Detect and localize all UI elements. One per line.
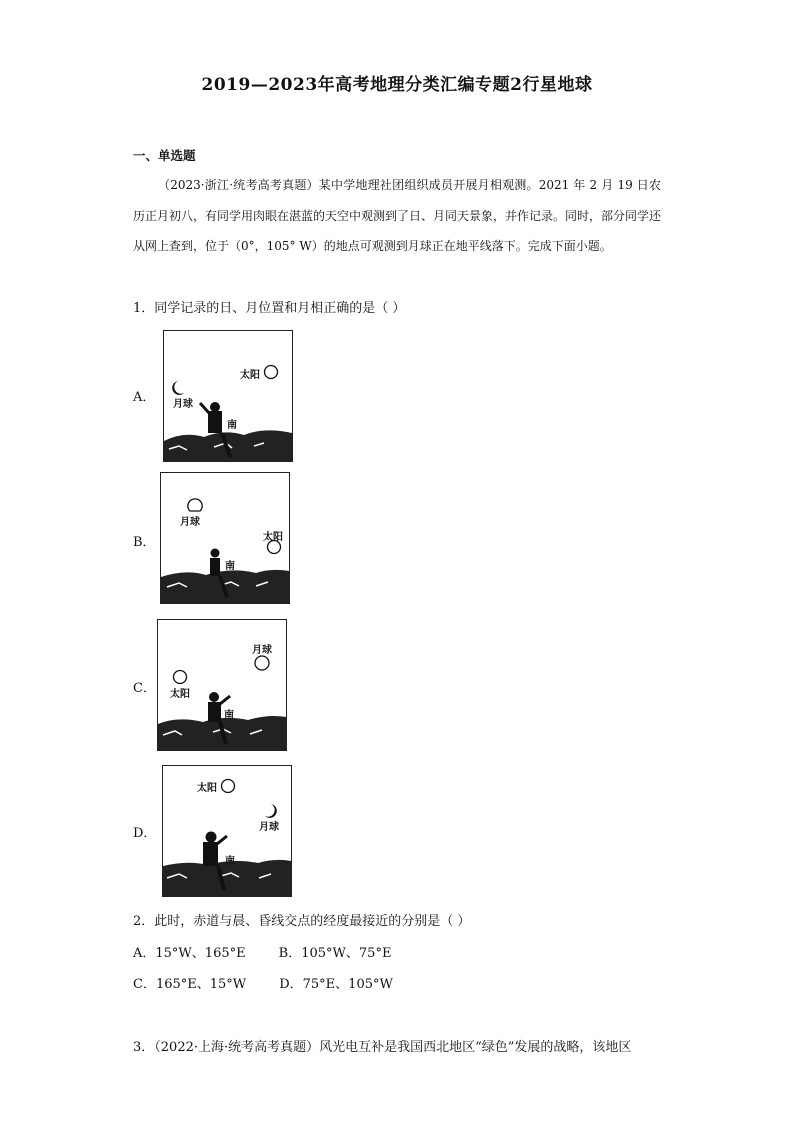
passage-text: （2023·浙江·统考高考真题）某中学地理社团组织成员开展月相观测。2021 年 2 月 19 日农历正月初八，有同学用肉眼在湛蓝的天空中观测到了日、月同天景象，并作记录。同时，部分同学还从网上查到，位于（0°，105° W）的地点可观测到月球正在地平线落下。完成下面小题。 — [133, 178, 662, 253]
section-heading: 一、单选题 — [133, 148, 196, 163]
sun-label: 太阳 — [170, 689, 190, 700]
moon-icon — [255, 656, 269, 670]
sun-label: 太阳 — [240, 370, 260, 381]
moon-icon — [188, 499, 202, 511]
option-c-figure[interactable] — [157, 619, 287, 751]
south-label: 南 — [225, 561, 235, 572]
question-2: 2．此时，赤道与晨、昏线交点的经度最接近的分别是（ ） — [133, 914, 471, 929]
option-b-figure[interactable] — [160, 472, 290, 604]
sun-icon — [222, 780, 235, 793]
option-d-figure[interactable] — [162, 765, 292, 897]
moon-label: 月球 — [252, 645, 272, 656]
choice-d[interactable]: D．75°E、105°W — [279, 977, 393, 992]
sun-icon — [174, 671, 187, 684]
south-label: 南 — [227, 420, 237, 431]
sun-label: 太阳 — [197, 783, 217, 794]
sun-label: 太阳 — [263, 532, 283, 543]
choice-c[interactable]: C．165°E、15°W — [133, 977, 247, 992]
question-3: 3．（2022·上海·统考高考真题）风光电互补是我国西北地区“绿色”发展的战略，该地区 — [133, 1040, 632, 1055]
page-title: 2019—2023年高考地理分类汇编专题2行星地球 — [201, 75, 593, 95]
sun-icon — [265, 366, 278, 379]
moon-label: 月球 — [259, 822, 279, 833]
option-a-figure[interactable] — [163, 330, 293, 462]
passage — [133, 170, 661, 262]
option-a-label: A． — [133, 390, 156, 405]
south-label: 南 — [225, 856, 235, 867]
moon-icon — [265, 804, 277, 818]
option-d-label: D． — [133, 826, 157, 841]
option-c-label: C． — [133, 681, 156, 696]
option-b-label: B． — [133, 535, 156, 550]
choice-a[interactable]: A．15°W、165°E — [133, 946, 246, 961]
q2-choices-row-2 — [133, 973, 393, 992]
q2-choices-row-1 — [133, 942, 391, 961]
question-1: 1．同学记录的日、月位置和月相正确的是（ ） — [133, 301, 406, 316]
moon-label: 月球 — [180, 517, 200, 528]
moon-label: 月球 — [173, 399, 193, 410]
choice-b[interactable]: B．105°W、75°E — [278, 946, 392, 961]
south-label: 南 — [224, 710, 234, 721]
moon-icon — [172, 381, 184, 395]
